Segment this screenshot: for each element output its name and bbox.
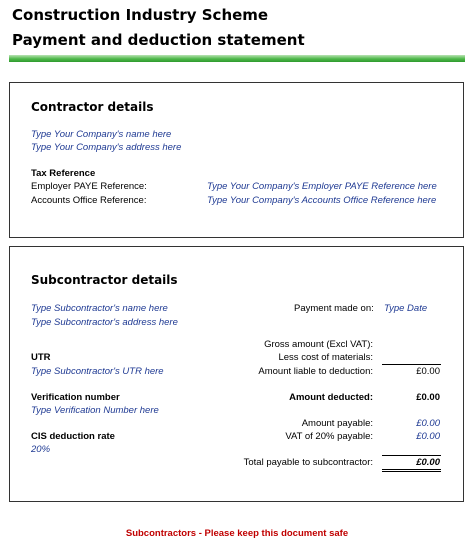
total-label: Total payable to subcontractor: [243, 457, 373, 468]
accounts-office-field[interactable]: Type Your Company's Accounts Office Reference here [207, 195, 437, 206]
subcontractor-address-field[interactable]: Type Subcontractor's address here [31, 317, 178, 328]
vat-value: £0.00 [416, 431, 440, 442]
deducted-label: Amount deducted: [289, 392, 373, 403]
total-double-underline-1 [382, 469, 441, 470]
utr-label: UTR [31, 352, 51, 363]
contractor-company-address-field[interactable]: Type Your Company's address here [31, 142, 182, 153]
document-title-line2: Payment and deduction statement [12, 31, 305, 49]
cis-rate-field[interactable]: 20% [31, 444, 51, 455]
deducted-value: £0.00 [416, 392, 440, 403]
employer-paye-field[interactable]: Type Your Company's Employer PAYE Reference here [207, 181, 437, 192]
verification-field[interactable]: Type Verification Number here [31, 405, 159, 416]
subcontractor-heading: Subcontractor details [31, 273, 178, 287]
vat-label: VAT of 20% payable: [285, 431, 373, 442]
document-title-line1: Construction Industry Scheme [12, 6, 269, 24]
liable-value: £0.00 [416, 366, 440, 377]
total-double-underline-2 [382, 471, 441, 472]
tax-reference-label: Tax Reference [31, 168, 96, 179]
footer-note: Subcontractors - Please keep this document safe [125, 528, 349, 539]
employer-paye-label: Employer PAYE Reference: [31, 181, 147, 192]
liable-label: Amount liable to deduction: [258, 366, 373, 377]
total-top-line [382, 455, 441, 456]
header-accent-bar [9, 55, 465, 62]
contractor-heading: Contractor details [31, 100, 154, 114]
payable-label: Amount payable: [301, 418, 373, 429]
utr-field[interactable]: Type Subcontractor's UTR here [31, 366, 164, 377]
less-materials-label: Less cost of materials: [278, 352, 373, 363]
payment-made-on-label: Payment made on: [294, 303, 374, 314]
materials-underline [382, 364, 441, 365]
payment-date-field[interactable]: Type Date [384, 303, 428, 314]
subcontractor-name-field[interactable]: Type Subcontractor's name here [31, 303, 168, 314]
gross-amount-label: Gross amount (Excl VAT): [264, 339, 373, 350]
contractor-company-name-field[interactable]: Type Your Company's name here [31, 129, 172, 140]
total-value: £0.00 [416, 457, 440, 468]
payable-value: £0.00 [416, 418, 440, 429]
verification-label: Verification number [31, 392, 120, 403]
cis-rate-label: CIS deduction rate [31, 431, 115, 442]
accounts-office-label: Accounts Office Reference: [31, 195, 147, 206]
